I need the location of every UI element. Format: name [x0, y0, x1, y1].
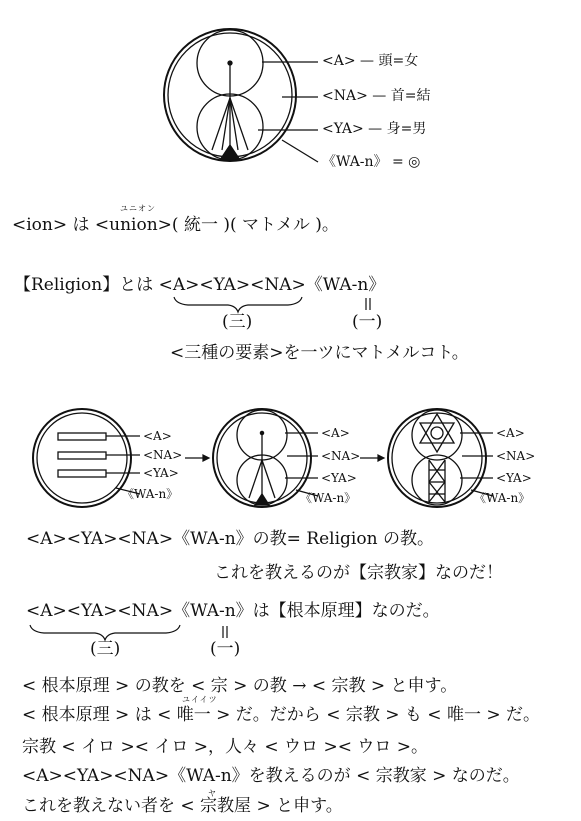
religion-san: (三) [222, 312, 253, 332]
ion-line: <ion> は <union>( 統一 )( マトメル )。 [12, 215, 339, 235]
line-teacher: これを教えるのが【宗教家】なのだ！ [214, 563, 503, 583]
d1-label-na: <NA> [143, 448, 183, 462]
ya-ruby: ヤ [208, 789, 217, 798]
arrow-1 [185, 455, 209, 461]
line-yuiitsu: < 根本原理 > は < 唯一 > だ。だから < 宗教 > も < 唯一 > だ。 [22, 705, 541, 725]
d2-label-wan: 《WA-n》 [300, 491, 357, 505]
label-ya: <YA> — 身=男 [322, 121, 427, 137]
label-a: <A> — 頭=女 [322, 53, 419, 69]
top-diagram [164, 29, 318, 162]
d1-label-wan: 《WA-n》 [122, 487, 179, 501]
line-shukyo: < 根本原理 > の教を < 宗 > の教 → < 宗教 > と申す。 [22, 676, 458, 696]
d2-label-na: <NA> [321, 449, 361, 463]
religion-ichi: (一) [352, 312, 383, 332]
d3-label-a: <A> [496, 426, 525, 440]
line-religion-teaching: <A><YA><NA>《WA-n》の教= Religion の教。 [26, 529, 434, 549]
arrow-2 [360, 455, 384, 461]
d3-label-ya: <YA> [496, 471, 532, 485]
religion-sub: <三種の要素>を一ツにマトメルコト。 [170, 343, 469, 363]
line-iro: 宗教 < イロ >< イロ >，人々 < ウロ >< ウロ >。 [22, 737, 428, 757]
line-shukyoya: これを教えない者を < 宗教屋 > と申す。 [22, 796, 343, 816]
d1-label-ya: <YA> [143, 466, 179, 480]
union-ruby: ユニオン [120, 204, 156, 213]
rule-brace [30, 625, 227, 640]
d1-label-a: <A> [143, 429, 172, 443]
label-na: <NA> — 首=結 [322, 88, 431, 104]
yuiitsu-ruby: ユイイツ [182, 695, 218, 704]
label-wan: 《WA-n》 = ◎ [322, 154, 421, 170]
principle-san: (三) [90, 639, 121, 659]
d3-label-na: <NA> [496, 449, 536, 463]
d2-label-ya: <YA> [321, 471, 357, 485]
principle-ichi: (一) [210, 639, 241, 659]
religion-brace [174, 297, 370, 312]
d2-label-a: <A> [321, 426, 350, 440]
d3-label-wan: 《WA-n》 [474, 491, 531, 505]
religion-line: 【Religion】とは <A><YA><NA>《WA-n》 [14, 275, 386, 295]
line-principle: <A><YA><NA>《WA-n》は【根本原理】なのだ。 [26, 601, 440, 621]
line-teach: <A><YA><NA>《WA-n》を教えるのが < 宗教家 > なのだ。 [22, 766, 520, 786]
